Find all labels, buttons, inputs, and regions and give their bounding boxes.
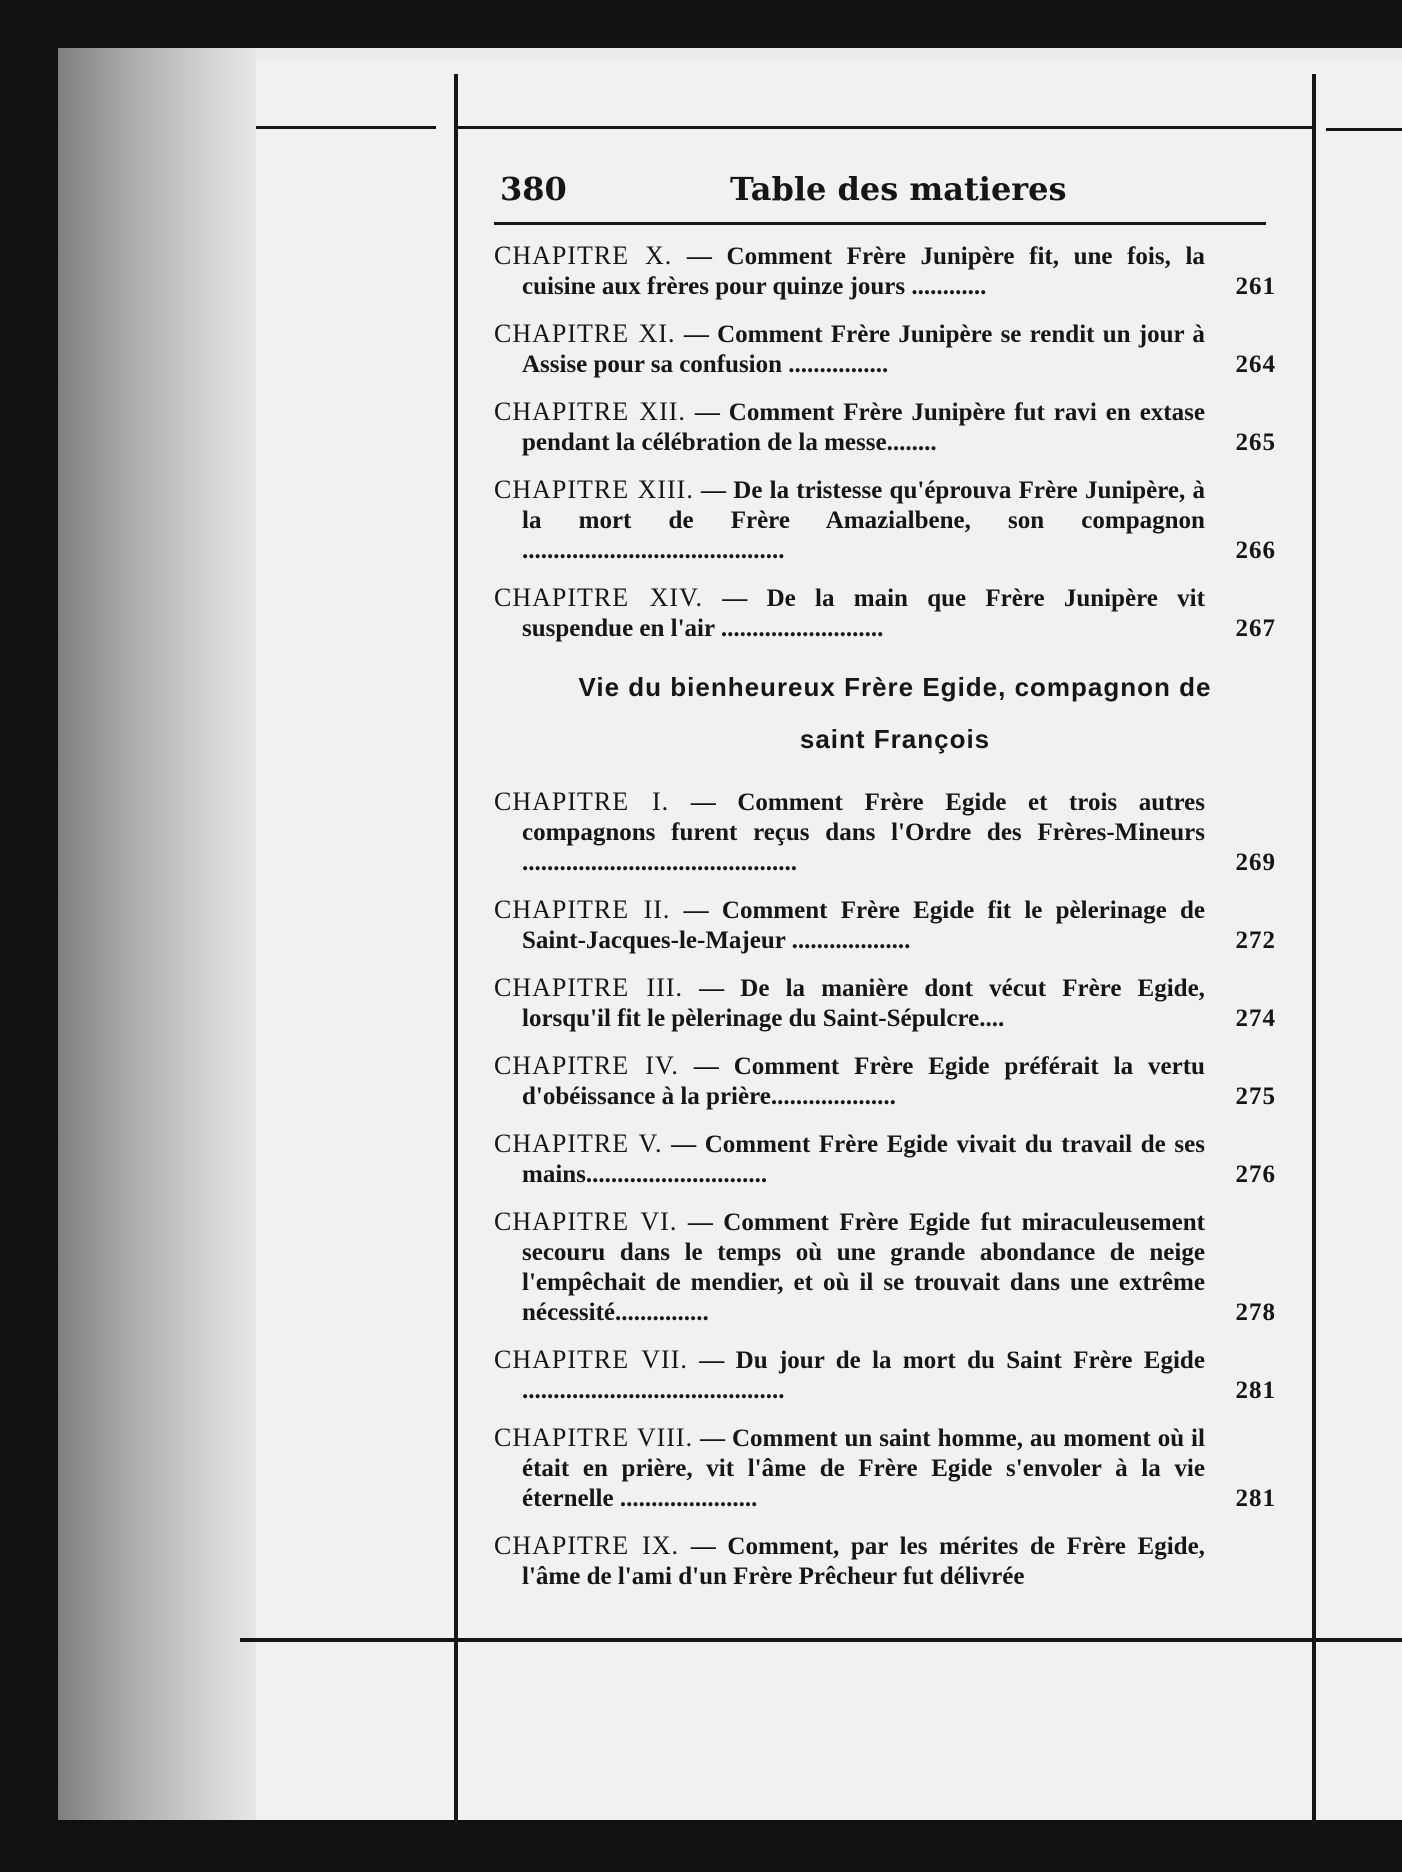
chapter-title: — Comment Frère Egide fit le pèlerinage de Saint-Jacques-le-Majeur ................... [522,897,1205,954]
entry-text [494,1423,1205,1514]
entry-text [494,241,1205,302]
chapter-label: CHAPITRE XIV. [494,583,704,612]
page-reference [1205,1562,1276,1592]
toc-entry [494,1051,1276,1112]
chapter-title: — Comment un saint homme, au moment où il était en prière, vit l'âme de Frère Egide s'envoler à la vie éternelle ...................... [522,1425,1205,1512]
entries-before [494,241,1276,644]
toc-entry [494,895,1276,956]
chapter-label: CHAPITRE VIII. [494,1423,694,1452]
chapter-title: — Comment Frère Egide préférait la vertu d'obéissance à la prière.................... [522,1053,1205,1110]
chapter-label: CHAPITRE I. [494,787,670,816]
chapter-title: — De la main que Frère Junipère vit suspendue en l'air .......................... [522,585,1205,642]
chapter-title: — De la manière dont vécut Frère Egide, lorsqu'il fit le pèlerinage du Saint-Sépulcre.... [522,975,1205,1032]
chapter-title: — Comment Frère Egide vivait du travail de ses mains............................. [522,1131,1205,1188]
toc-entry [494,973,1276,1034]
entry-text [494,973,1205,1034]
chapter-label: CHAPITRE IX. [494,1531,680,1560]
entry-text [494,1207,1205,1328]
page-reference: 266 [1235,537,1276,564]
top-left-frame-line [256,126,436,129]
toc-entry [494,319,1276,380]
book-gutter-shadow [58,48,256,1820]
page-reference: 275 [1235,1083,1276,1110]
chapter-label: CHAPITRE IV. [494,1051,679,1080]
toc-entry [494,787,1276,878]
page-reference: 261 [1235,273,1276,300]
chapter-title: — Comment, par les mérites de Frère Egide, l'âme de l'ami d'un Frère Prêcheur fut délivrée [522,1533,1205,1590]
entry-text [494,787,1205,878]
section-heading-line1: Vie du bienheureux Frère Egide, compagnon de [578,672,1212,702]
chapter-label: CHAPITRE VII. [494,1345,688,1374]
entry-text [494,475,1205,566]
chapter-title: — Comment Frère Junipère fut ravi en extase pendant la célébration de la messe........ [522,399,1205,456]
entry-text [494,895,1205,956]
toc-entry [494,475,1276,566]
toc-entry [494,1531,1276,1592]
chapter-label: CHAPITRE XII. [494,397,686,426]
entry-text [494,319,1205,380]
entries-after [494,787,1276,1592]
page-reference: 281 [1235,1377,1276,1404]
bottom-frame-line [240,1638,1312,1642]
chapter-label: CHAPITRE XI. [494,319,676,348]
page-number: 380 [500,170,567,208]
page-reference: 276 [1235,1161,1276,1188]
page-reference: 267 [1235,615,1276,642]
chapter-title: — Du jour de la mort du Saint Frère Egide .......................................... [522,1347,1205,1404]
chapter-label: CHAPITRE V. [494,1129,663,1158]
page-reference: 265 [1235,429,1276,456]
toc-entry [494,1423,1276,1514]
chapter-title: — Comment Frère Junipère fit, une fois, la cuisine aux frères pour quinze jours ............ [522,243,1205,300]
top-frame-line [458,126,1312,129]
page-reference: 272 [1235,927,1276,954]
chapter-label: CHAPITRE III. [494,973,683,1002]
chapter-title: — De la tristesse qu'éprouva Frère Junipère, à la mort de Frère Amazialbene, son compagnon .......................................... [522,477,1205,564]
entry-text [494,1531,1205,1592]
page-reference: 278 [1235,1299,1276,1326]
entry-text [494,397,1205,458]
chapter-title: — Comment Frère Egide fut miraculeusement secouru dans le temps où une grande abondance de neige l'empêchait de mendier, et où il se trouvait dans une extrême nécessité............... [522,1209,1205,1326]
section-heading-line2: saint François [799,724,991,754]
chapter-label: CHAPITRE X. [494,241,673,270]
toc-entry [494,1345,1276,1406]
page-reference: 281 [1235,1485,1276,1512]
page-reference: 264 [1235,351,1276,378]
left-frame-line [454,74,458,1824]
table-of-contents [494,170,1276,1609]
section-heading [494,661,1296,765]
right-frame-line [1312,74,1316,1824]
entry-text [494,1345,1205,1406]
chapter-label: CHAPITRE II. [494,895,671,924]
chapter-title: — Comment Frère Egide et trois autres compagnons furent reçus dans l'Ordre des Frères-Mineurs ............................................ [522,789,1205,876]
page-reference: 269 [1235,849,1276,876]
toc-entry [494,1207,1276,1328]
top-right-frame-line [1326,128,1402,131]
toc-entry [494,583,1276,644]
toc-entry [494,241,1276,302]
toc-entry [494,397,1276,458]
chapter-label: CHAPITRE XIII. [494,475,694,504]
page-reference: 274 [1235,1005,1276,1032]
header-rule [494,222,1266,225]
toc-entry [494,1129,1276,1190]
running-title: Table des matieres [730,170,1067,208]
chapter-label: CHAPITRE VI. [494,1207,678,1236]
page-header [494,170,1276,222]
entry-text [494,1129,1205,1190]
entry-text [494,1051,1205,1112]
entry-text [494,583,1205,644]
chapter-title: — Comment Frère Junipère se rendit un jour à Assise pour sa confusion ................ [522,321,1205,378]
bottom-right-frame-line [1316,1638,1402,1642]
